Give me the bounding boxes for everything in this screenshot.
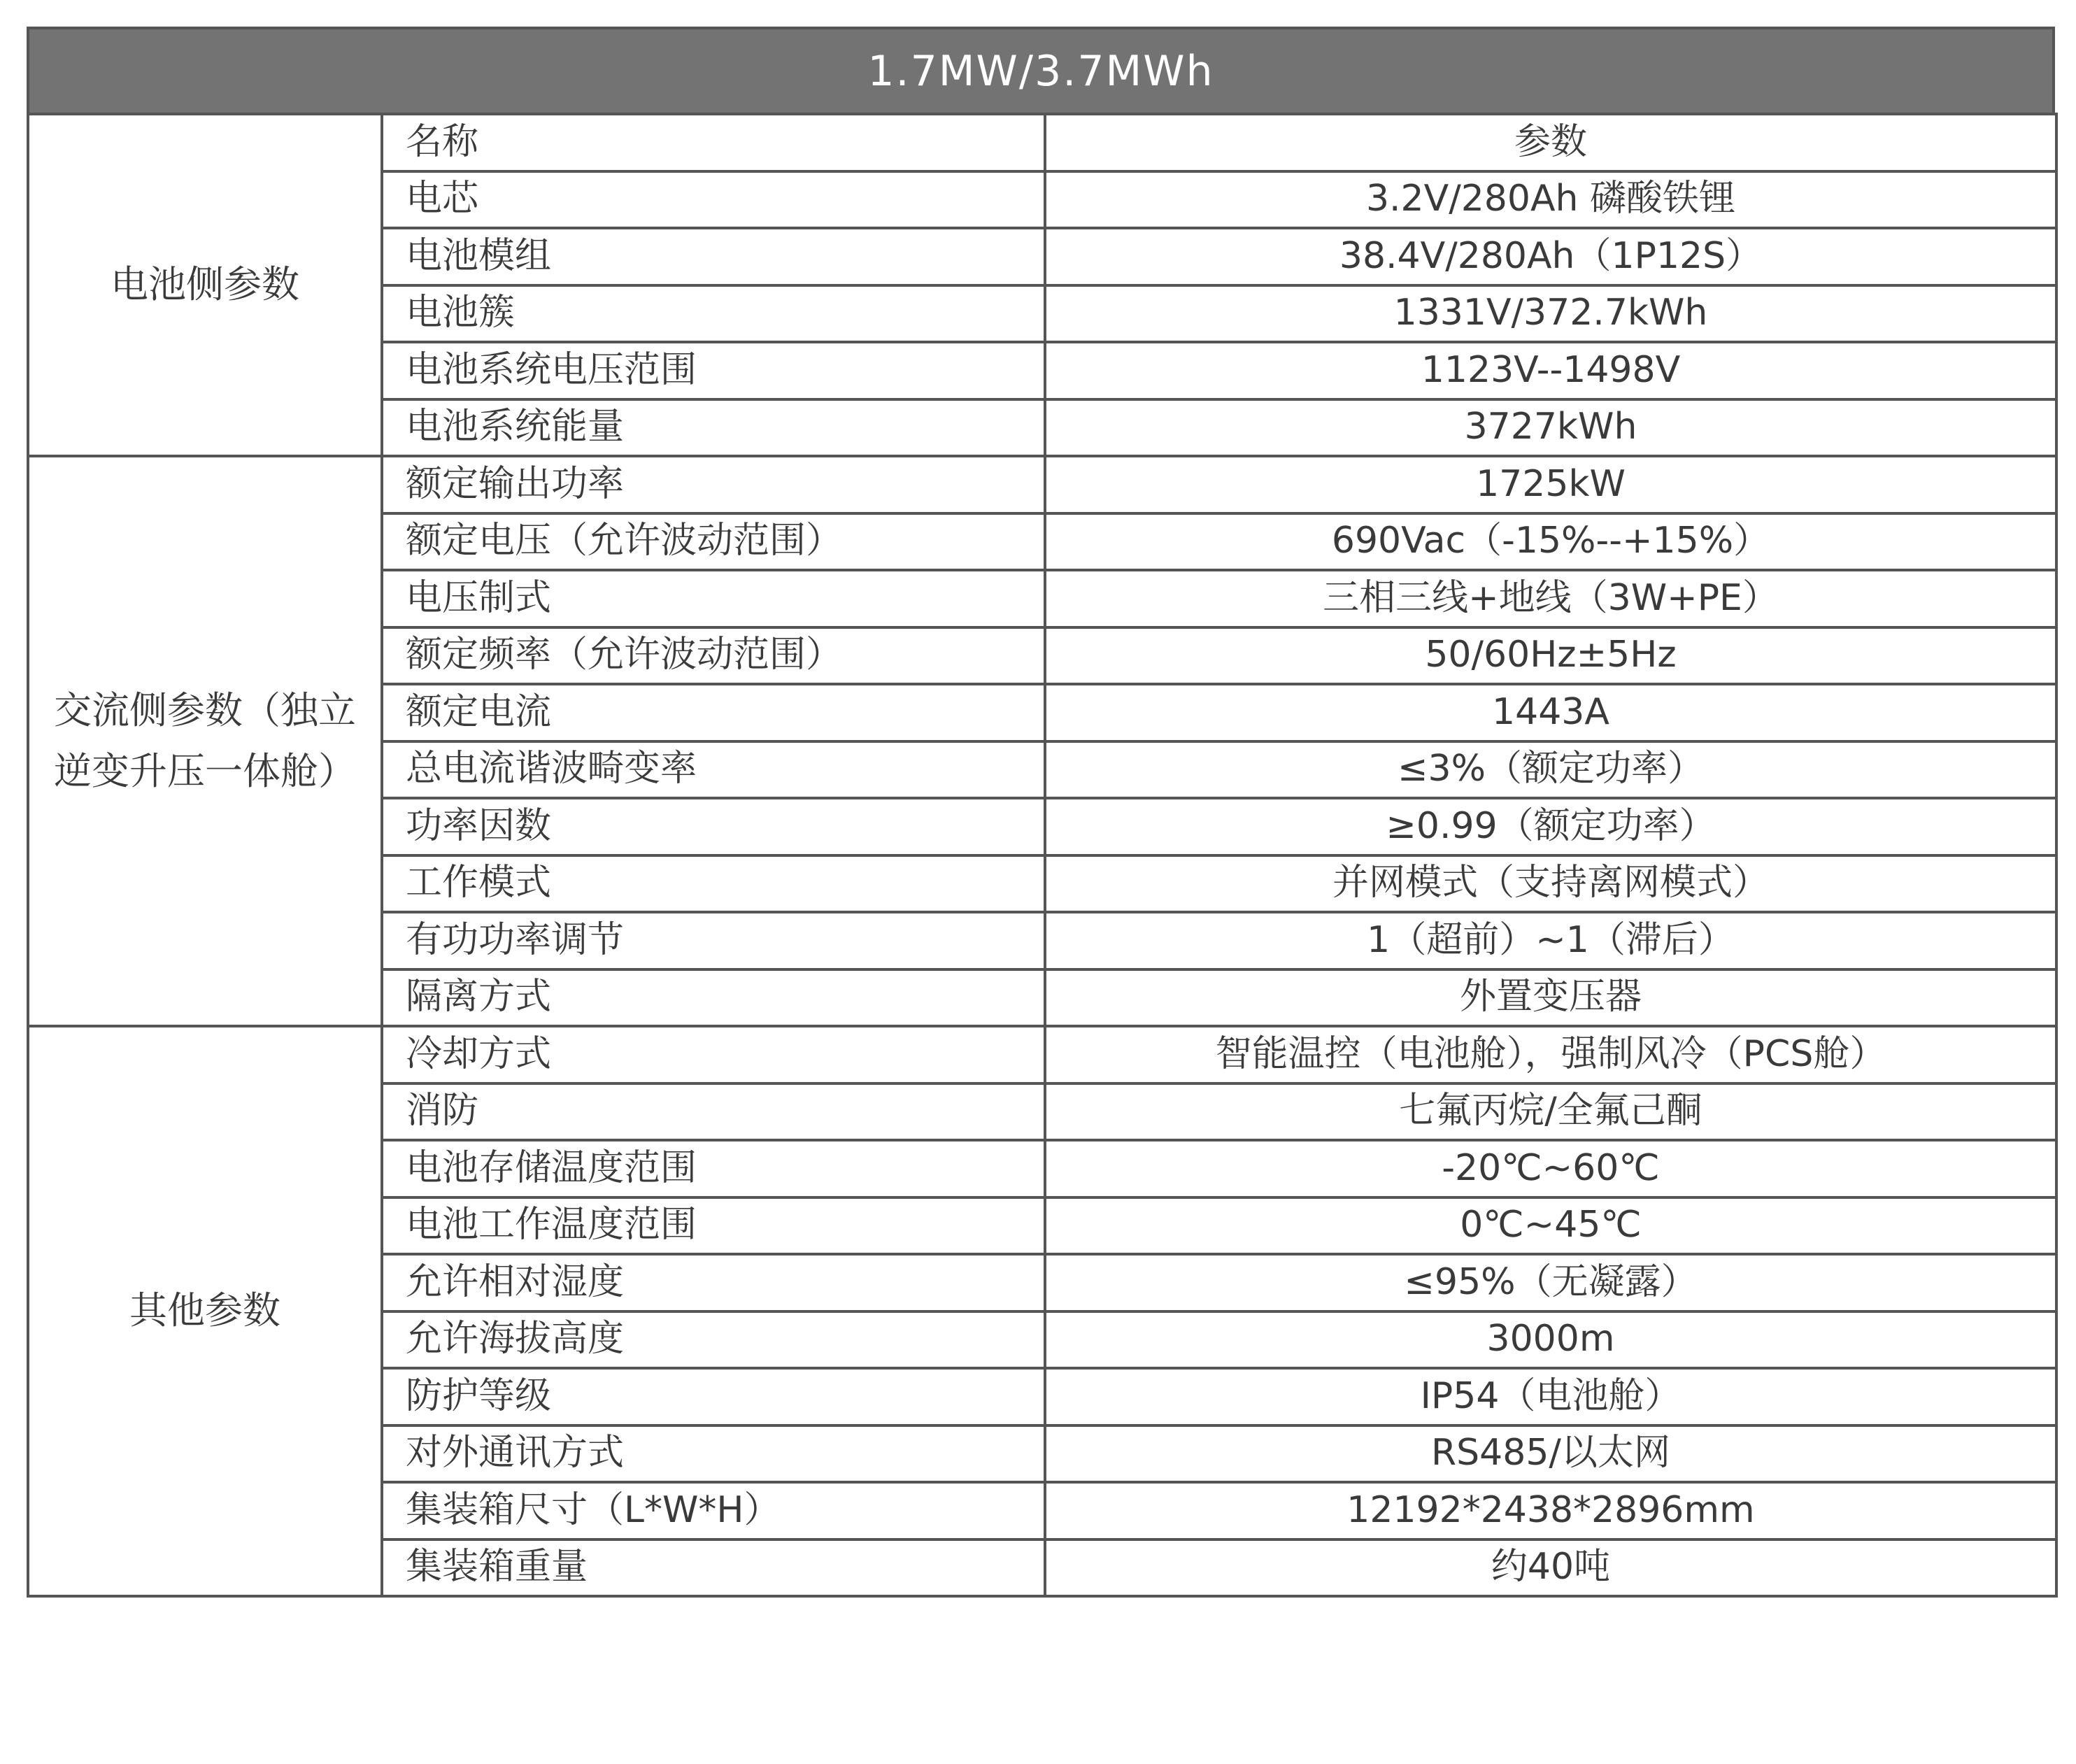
- spec-sheet: [27, 27, 2055, 1736]
- table-row: [28, 456, 2056, 513]
- param-value: 约40吨: [1045, 1539, 2056, 1597]
- param-value: 1（超前）~1（滞后）: [1045, 912, 2056, 969]
- param-value: RS485/以太网: [1045, 1425, 2056, 1483]
- param-name: 电池模组: [382, 228, 1045, 285]
- param-value: 3727kWh: [1045, 399, 2056, 457]
- header-name: 名称: [382, 114, 1045, 171]
- param-value: 0℃~45℃: [1045, 1197, 2056, 1255]
- param-value: 1331V/372.7kWh: [1045, 285, 2056, 343]
- group-label: 电池侧参数: [28, 114, 382, 456]
- param-value: 1443A: [1045, 684, 2056, 741]
- param-value: 12192*2438*2896mm: [1045, 1482, 2056, 1539]
- param-name: 额定电压（允许波动范围）: [382, 513, 1045, 571]
- param-name: 允许海拔高度: [382, 1311, 1045, 1369]
- param-name: 集装箱尺寸（L*W*H）: [382, 1482, 1045, 1539]
- param-value: 1725kW: [1045, 456, 2056, 513]
- param-name: 额定电流: [382, 684, 1045, 741]
- param-value: ≤95%（无凝露）: [1045, 1254, 2056, 1311]
- param-name: 电压制式: [382, 570, 1045, 627]
- param-name: 对外通讯方式: [382, 1425, 1045, 1483]
- param-value: 690Vac（-15%--+15%）: [1045, 513, 2056, 571]
- param-value: 1123V--1498V: [1045, 342, 2056, 399]
- param-value: 智能温控（电池舱），强制风冷（PCS舱）: [1045, 1026, 2056, 1083]
- param-name: 总电流谐波畸变率: [382, 741, 1045, 799]
- param-name: 冷却方式: [382, 1026, 1045, 1083]
- param-value: 并网模式（支持离网模式）: [1045, 855, 2056, 913]
- param-name: 防护等级: [382, 1368, 1045, 1425]
- param-name: 隔离方式: [382, 969, 1045, 1027]
- param-value: IP54（电池舱）: [1045, 1368, 2056, 1425]
- param-value: ≤3%（额定功率）: [1045, 741, 2056, 799]
- param-value: 外置变压器: [1045, 969, 2056, 1027]
- param-name: 电池系统电压范围: [382, 342, 1045, 399]
- param-value: 50/60Hz±5Hz: [1045, 627, 2056, 685]
- group-label: 其他参数: [28, 1026, 382, 1596]
- param-value: ≥0.99（额定功率）: [1045, 798, 2056, 855]
- header-row: [28, 114, 2056, 171]
- param-name: 电池簇: [382, 285, 1045, 343]
- param-name: 额定频率（允许波动范围）: [382, 627, 1045, 685]
- param-name: 消防: [382, 1083, 1045, 1141]
- param-value: 3000m: [1045, 1311, 2056, 1369]
- param-name: 电池工作温度范围: [382, 1197, 1045, 1255]
- spec-table-body: [28, 114, 2056, 1596]
- param-name: 集装箱重量: [382, 1539, 1045, 1597]
- param-name: 有功功率调节: [382, 912, 1045, 969]
- param-name: 额定输出功率: [382, 456, 1045, 513]
- param-name: 允许相对湿度: [382, 1254, 1045, 1311]
- header-value: 参数: [1045, 114, 2056, 171]
- param-name: 电池存储温度范围: [382, 1140, 1045, 1197]
- param-name: 工作模式: [382, 855, 1045, 913]
- param-value: 38.4V/280Ah（1P12S）: [1045, 228, 2056, 285]
- param-value: 三相三线+地线（3W+PE）: [1045, 570, 2056, 627]
- param-value: 七氟丙烷/全氟己酮: [1045, 1083, 2056, 1141]
- param-name: 功率因数: [382, 798, 1045, 855]
- param-name: 电池系统能量: [382, 399, 1045, 457]
- spec-table: [27, 113, 2058, 1598]
- group-label: 交流侧参数（独立逆变升压一体舱）: [28, 456, 382, 1026]
- table-title: 1.7MW/3.7MWh: [27, 27, 2055, 113]
- param-value: -20℃~60℃: [1045, 1140, 2056, 1197]
- table-row: [28, 1026, 2056, 1083]
- param-name: 电芯: [382, 171, 1045, 229]
- param-value: 3.2V/280Ah 磷酸铁锂: [1045, 171, 2056, 229]
